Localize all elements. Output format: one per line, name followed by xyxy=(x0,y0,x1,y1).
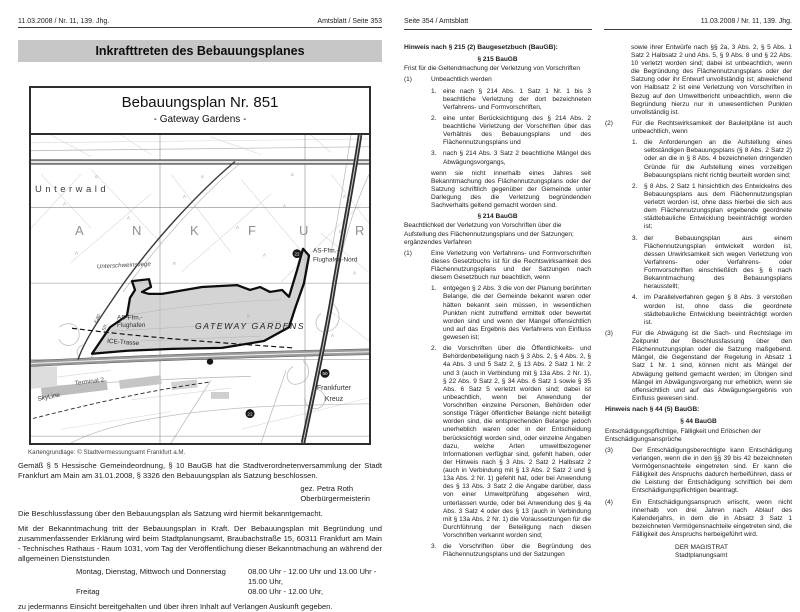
legal-text-columns xyxy=(404,44,792,563)
label-frankfurt-letters xyxy=(75,223,364,238)
list-item xyxy=(431,345,591,540)
paragraph-closing: zu jedermanns Einsicht bereitgehalten und über ihren Inhalt auf Verlangen Auskunft gegeben. xyxy=(18,601,333,611)
label-vertical-street xyxy=(93,312,109,332)
label-gateway-gardens: GATEWAY GARDENS xyxy=(195,321,306,332)
svg-text:K: K xyxy=(190,223,199,239)
paragraph-text: Unbeachtlich werden xyxy=(431,76,492,84)
list-item xyxy=(431,285,591,342)
svg-text:Λ: Λ xyxy=(183,193,186,199)
paragraph-number: (2) xyxy=(605,119,613,127)
list-item xyxy=(632,235,792,292)
plan-map-box xyxy=(29,86,371,445)
item-number: 1. xyxy=(431,285,437,293)
label-airport-junction xyxy=(117,314,146,329)
list-item xyxy=(632,294,792,327)
paragraph-214-continuation: sowie ihrer Entwürfe nach §§ 2a, 3 Abs. 2, § 5 Abs. 1 Satz 2 Halbsatz 2 und Abs. 5, § 9 Abs. 8 und § 22 Abs. 10 verletzt worden sind; dabei ist unbeachtlich, wenn die Begründung des Flächennutzungsplans oder der Satzung oder ihr Entwurf unvollständig ist; abweichend von Halbsatz 2 ist eine Verletzung von Vorschriften in Bezug auf den Umweltbericht unbeachtlich, wenn die Begründung hierzu nur in unwesentlichen Punkten unvollständig ist. xyxy=(631,43,792,116)
header-date-issue: 11.03.2008 / Nr. 11, 139. Jhg. xyxy=(18,18,110,25)
paragraph-44-3 xyxy=(605,447,792,496)
svg-text:Λ: Λ xyxy=(343,193,346,199)
svg-text:R: R xyxy=(354,223,365,239)
item-text: entgegen § 2 Abs. 3 die von der Planung berührten Belange, die der Gemeinde bekannt waren oder hätten bekannt sein müssen, in wesentlichen Punkten nicht zutreffend ermittelt oder bewertet worden sind und wenn der Mangel offensichtlich und auf das Ergebnis des Verfahrens von Einfluss gewesen ist; xyxy=(443,285,591,341)
svg-text:N: N xyxy=(132,223,142,239)
svg-text:α: α xyxy=(95,174,98,180)
list-item xyxy=(431,543,591,559)
station-dot xyxy=(207,358,213,364)
subtitle-section-214: Beachtlichkeit der Verletzung von Vorschriften über die Aufstellung des Flächennutzungsplans und der Satzungen; ergänzendes Verfahren xyxy=(404,222,574,246)
magistrat-signature xyxy=(675,544,792,560)
header-date-issue: 11.03.2008 / Nr. 11, 139. Jhg. xyxy=(604,18,792,30)
svg-text:Λ: Λ xyxy=(127,215,130,221)
item-number: 1. xyxy=(632,139,638,147)
svg-text:Λ: Λ xyxy=(236,225,239,231)
map-title: Bebauungsplan Nr. 851 xyxy=(121,94,279,111)
office-hours-days: Freitag xyxy=(76,586,100,596)
list-item xyxy=(431,88,591,112)
svg-text:Λ: Λ xyxy=(263,252,266,258)
list-item xyxy=(431,115,591,148)
item-text: eine nach § 214 Abs. 1 Satz 1 Nr. 1 bis 3 beachtliche Verletzung der dort bezeichneten Verfahrens- und Formvorschriften, xyxy=(443,87,591,111)
office-hours xyxy=(76,567,382,597)
heading-section-44: § 44 BauGB xyxy=(680,418,717,426)
badge-south: 22 xyxy=(247,411,253,417)
item-number: 2. xyxy=(431,114,437,122)
svg-text:Frankfurter: Frankfurter xyxy=(316,385,352,393)
item-number: 2. xyxy=(632,182,638,190)
svg-text:Λ: Λ xyxy=(331,333,334,339)
page-right-header xyxy=(404,18,792,30)
item-number: 3. xyxy=(632,234,638,242)
item-text: nach § 214 Abs. 3 Satz 2 beachtliche Mängel des Abwägungsvorgangs, xyxy=(443,150,591,166)
paragraph-215-1 xyxy=(404,76,591,84)
heading-section-214: § 214 BauGB xyxy=(477,213,518,221)
legal-column-1 xyxy=(404,44,591,563)
paragraph-text: Der Entschädigungsberechtigte kann Entschädigung verlangen, wenn die in den §§ 39 bis 42 bezeichneten Vermögensnachteile eingetreten sind. Er kann die Fälligkeit des Anspruchs dadurch herbeiführen, dass er die Leistung der Entschädigung schriftlich bei dem Entschädigungspflichtigen beantragt. xyxy=(632,446,792,495)
heading-section-215: § 215 BauGB xyxy=(477,56,518,64)
item-text: § 8 Abs. 2 Satz 1 hinsichtlich des Entwickelns des Bebauungsplans aus dem Flächennutzungsplan verletzt worden ist, ohne dass hierbei die sich aus dem Flächennutzungsplan ergebende geordnete städtebauliche Entwicklung beeinträchtigt worden ist; xyxy=(644,182,792,231)
office-hours-time: 08.00 Uhr - 12.00 Uhr und 13.00 Uhr - 15.00 Uhr, xyxy=(248,566,377,586)
svg-text:α: α xyxy=(173,260,176,266)
list-item xyxy=(632,183,792,232)
badge-a3: 50 xyxy=(322,371,328,377)
page-left xyxy=(18,18,382,612)
svg-text:Kreuz: Kreuz xyxy=(324,395,344,403)
svg-text:Str.: Str. xyxy=(101,322,110,332)
notice-title: Inkrafttreten des Bebauungsplanes xyxy=(18,40,382,62)
paragraph-215-tail: wenn sie nicht innerhalb eines Jahres seit Bekanntmachung des Flächennutzungsplans oder der Satzung schriftlich gegenüber der Gemeinde unter Darlegung des die Verletzung begründenden Sachverhalts geltend gemacht worden sind. xyxy=(431,169,591,210)
svg-text:F: F xyxy=(248,223,256,239)
label-skyline: SkyLine xyxy=(37,391,61,403)
svg-text:Flughafen-Nord: Flughafen-Nord xyxy=(313,256,358,264)
page-left-header xyxy=(18,18,382,28)
svg-text:Λ: Λ xyxy=(63,201,66,207)
paragraph-text: Für die Abwägung ist die Sach- und Rechtslage im Zeitpunkt der Beschlussfassung über den Flächennutzungsplan oder die Satzung maßgebend. Mängel, die Gegenstand der Regelung in Absatz 1 Satz 1 Nr. 1 sind, können nicht als Mängel der Abwägung geltend gemacht werden; im Übrigen sind Mängel im Abwägungsvorgang nur erheblich, wenn sie offensichtlich und auf das Abwägungsergebnis von Einfluss gewesen sind. xyxy=(632,329,792,402)
map-caption: Kartengrundlage: © Stadtvermessungsamt Frankfurt a.M. xyxy=(28,449,186,456)
heading-hinweis-215: Hinweis nach § 215 (2) Baugesetzbuch (BauGB): xyxy=(404,43,558,51)
signature-name: gez. Petra Roth xyxy=(300,484,354,494)
svg-text:Λ: Λ xyxy=(75,250,78,256)
svg-text:AS-Ffm.-: AS-Ffm.- xyxy=(313,247,339,255)
plan-map xyxy=(31,135,369,443)
list-item xyxy=(431,150,591,166)
paragraph-announcement: Die Beschlussfassung über den Bebauungsplan als Satzung wird hiermit bekanntgemacht. xyxy=(18,508,323,518)
paragraph-214-3 xyxy=(605,330,792,403)
signature-block xyxy=(300,484,370,504)
item-text: der Bebauungsplan aus einem Flächennutzungsplan entwickelt worden ist, dessen Unwirksamkeit sich wegen Verletzung von Verfahrens- oder Verfahrens- oder Formvorschriften einschließlich des § 6 nach Bekanntmachung des Bebauungsplans herausstellt; xyxy=(644,234,792,291)
svg-text:Λ: Λ xyxy=(353,270,356,276)
item-number: 3. xyxy=(431,543,437,551)
paragraph-resolution: Gemäß § 5 Hessische Gemeindeordnung, § 10 BauGB hat die Stadtverordnetenversammlung der Stadt Frankfurt am Main am 31.01.2008, § 3326 den Bebauungsplan als Satzung beschlossen. xyxy=(18,461,382,481)
item-number: 2. xyxy=(431,345,437,353)
paragraph-number: (1) xyxy=(404,76,412,84)
paragraph-text: Ein Entschädigungsanspruch erlischt, wenn nicht innerhalb von drei Jahren nach Ablauf des Kalenderjahrs, in dem die in Absatz 3 Satz 1 bezeichneten Vermögensnachteile eingetreten sind, die Fälligkeit des Anspruchs herbeigeführt wird. xyxy=(632,498,792,538)
paragraph-text: Für die Rechtswirksamkeit der Bauleitpläne ist auch unbeachtlich, wenn xyxy=(632,119,792,135)
signature-role: Oberbürgermeisterin xyxy=(300,493,370,503)
item-number: 4. xyxy=(632,294,638,302)
svg-text:Flughafen: Flughafen xyxy=(117,322,146,330)
label-junction-north xyxy=(313,248,358,264)
signature-authority: DER MAGISTRAT xyxy=(675,544,728,552)
svg-text:Λ: Λ xyxy=(283,203,286,209)
label-frankfurter-kreuz xyxy=(317,385,352,403)
svg-text:U: U xyxy=(299,223,309,239)
office-hours-days: Montag, Dienstag, Mittwoch und Donnerstag xyxy=(76,566,226,576)
svg-text:α: α xyxy=(291,172,294,178)
page-right xyxy=(404,18,792,562)
badge-junction-north: 22 xyxy=(294,251,300,257)
item-text: eine unter Berücksichtigung des § 214 Abs. 2 beachtliche Verletzung der Vorschriften über das Verhältnis des Bebauungsplans und des Flächennutzungsplans und xyxy=(443,114,591,147)
office-hours-time: 08.00 Uhr - 12.00 Uhr, xyxy=(248,586,324,596)
label-unterschweinstiege: Unterschweinstiege xyxy=(96,260,151,271)
paragraph-number: (1) xyxy=(404,249,412,257)
svg-text:α: α xyxy=(338,229,342,235)
item-text: im Parallelverfahren gegen § 8 Abs. 3 verstoßen worden ist, ohne dass die geordnete städtebauliche Entwicklung beeinträchtigt worden ist. xyxy=(644,294,792,326)
label-ice-trasse: ICE-Trasse xyxy=(106,338,140,348)
subtitle-section-215: Frist für die Geltendmachung der Verletzung von Vorschriften xyxy=(404,65,580,73)
svg-text:α: α xyxy=(200,174,204,180)
header-gazette-page: Amtsblatt / Seite 353 xyxy=(317,18,382,25)
paragraph-number: (4) xyxy=(605,498,613,506)
office-hours-row xyxy=(76,567,382,587)
header-gazette-page: Seite 354 / Amtsblatt xyxy=(404,18,592,30)
paragraph-214-2 xyxy=(605,120,792,136)
paragraph-214-1 xyxy=(404,250,591,283)
list-item xyxy=(632,139,792,180)
svg-text:A: A xyxy=(75,223,84,239)
map-subtitle: - Gateway Gardens - xyxy=(153,114,247,125)
office-hours-row xyxy=(76,587,382,597)
paragraph-number: (3) xyxy=(605,446,613,454)
item-text: die Vorschriften über die Öffentlichkeits- und Behördenbeteiligung nach § 3 Abs. 2, § 4 Abs. 2, § 4a Abs. 3 und 5 Satz 2, § 13 Abs. 2 Satz 1 Nr. 2 und 3 (auch in Verbindung mit § 13a Abs. 2 Nr. 1), § 22 Abs. 9 Satz 2, § 34 Abs. 6 Satz 1 sowie § 35 Abs. 6 Satz 5 verletzt worden sind; dabei ist unbeachtlich, wenn bei Anwendung der Vorschriften einzelne Personen, Behörden oder sonstige Träger öffentlicher Belange nicht beteiligt worden sind, die entsprechenden Belange jedoch unerheblich waren oder in der Entscheidung berücksichtigt worden sind, oder einzelne Angaben dazu, welche Arten umweltbezogener Informationen verfügbar sind, gefehlt haben, oder der Hinweis nach § 3 Abs. 2 Satz 2 Halbsatz 2 (auch in Verbindung mit § 13 Abs. 2 Satz 2 und § 13a Abs. 2 Nr. 1) gefehlt hat, oder bei Anwendung des § 13 Abs. 3 Satz 2 die Angabe darüber, dass von einer Umweltprüfung abgesehen wird, unterlassen wurde, oder bei Anwendung des § 4a Abs. 3 Satz 4 oder des § 13 (auch in Verbindung mit § 13a Abs. 2 Nr. 1) die Voraussetzungen für die Durchführung der Beteiligung nach diesen Vorschriften verkannt worden sind; xyxy=(443,345,591,539)
signature-department: Stadtplanungsamt xyxy=(675,552,728,560)
paragraph-number: (3) xyxy=(605,329,613,337)
map-title-block xyxy=(31,88,369,135)
map-buildings xyxy=(31,366,229,398)
label-unterwald: Unterwald xyxy=(35,182,110,194)
item-text: die Anforderungen an die Aufstellung eines selbständigen Bebauungsplans (§ 8 Abs. 2 Satz 2) oder an die in § 8 Abs. 4 bezeichneten dringenden Gründe für die Aufstellung eines vorzeitigen Bebauungsplans nicht richtig beurteilt worden sind; xyxy=(644,139,792,179)
label-terminal-2: Terminal 2 xyxy=(74,376,105,388)
subtitle-section-44: Entschädigungspflichtige, Fälligkeit und Erlöschen der Entschädigungsansprüche xyxy=(605,427,761,443)
svg-text:AS-Ffm.-: AS-Ffm.- xyxy=(117,314,143,322)
svg-text:α: α xyxy=(247,313,250,319)
paragraph-44-4 xyxy=(605,499,792,540)
item-number: 1. xyxy=(431,87,437,95)
item-number: 3. xyxy=(431,150,437,158)
heading-hinweis-44: Hinweis nach § 44 (5) BauGB: xyxy=(605,406,700,413)
item-text: die Vorschriften über die Begründung des Flächennutzungsplans und der Satzungen xyxy=(443,543,591,559)
paragraph-text: Eine Verletzung von Verfahrens- und Formvorschriften dieses Gesetzbuchs ist für die Rechtswirksamkeit des Flächennutzungsplans und der Satzungen nach diesem Gesetzbuch nur beachtlich, wenn xyxy=(431,249,591,282)
svg-text:Kap.: Kap. xyxy=(93,312,103,324)
paragraph-inspection: Mit der Bekanntmachung tritt der Bebauungsplan in Kraft. Der Bebauungsplan mit Begründung und zusammenfassender Erklärung wird beim Stadtplanungsamt, Braubachstraße 15, 60311 Frankfurt am Main - Technisches Rathaus - Raum 1031, vom Tag der Veröffentlichung dieser Bekanntmachung an während der allgemeinen Dienststunden xyxy=(18,523,382,563)
legal-column-2 xyxy=(605,44,792,563)
